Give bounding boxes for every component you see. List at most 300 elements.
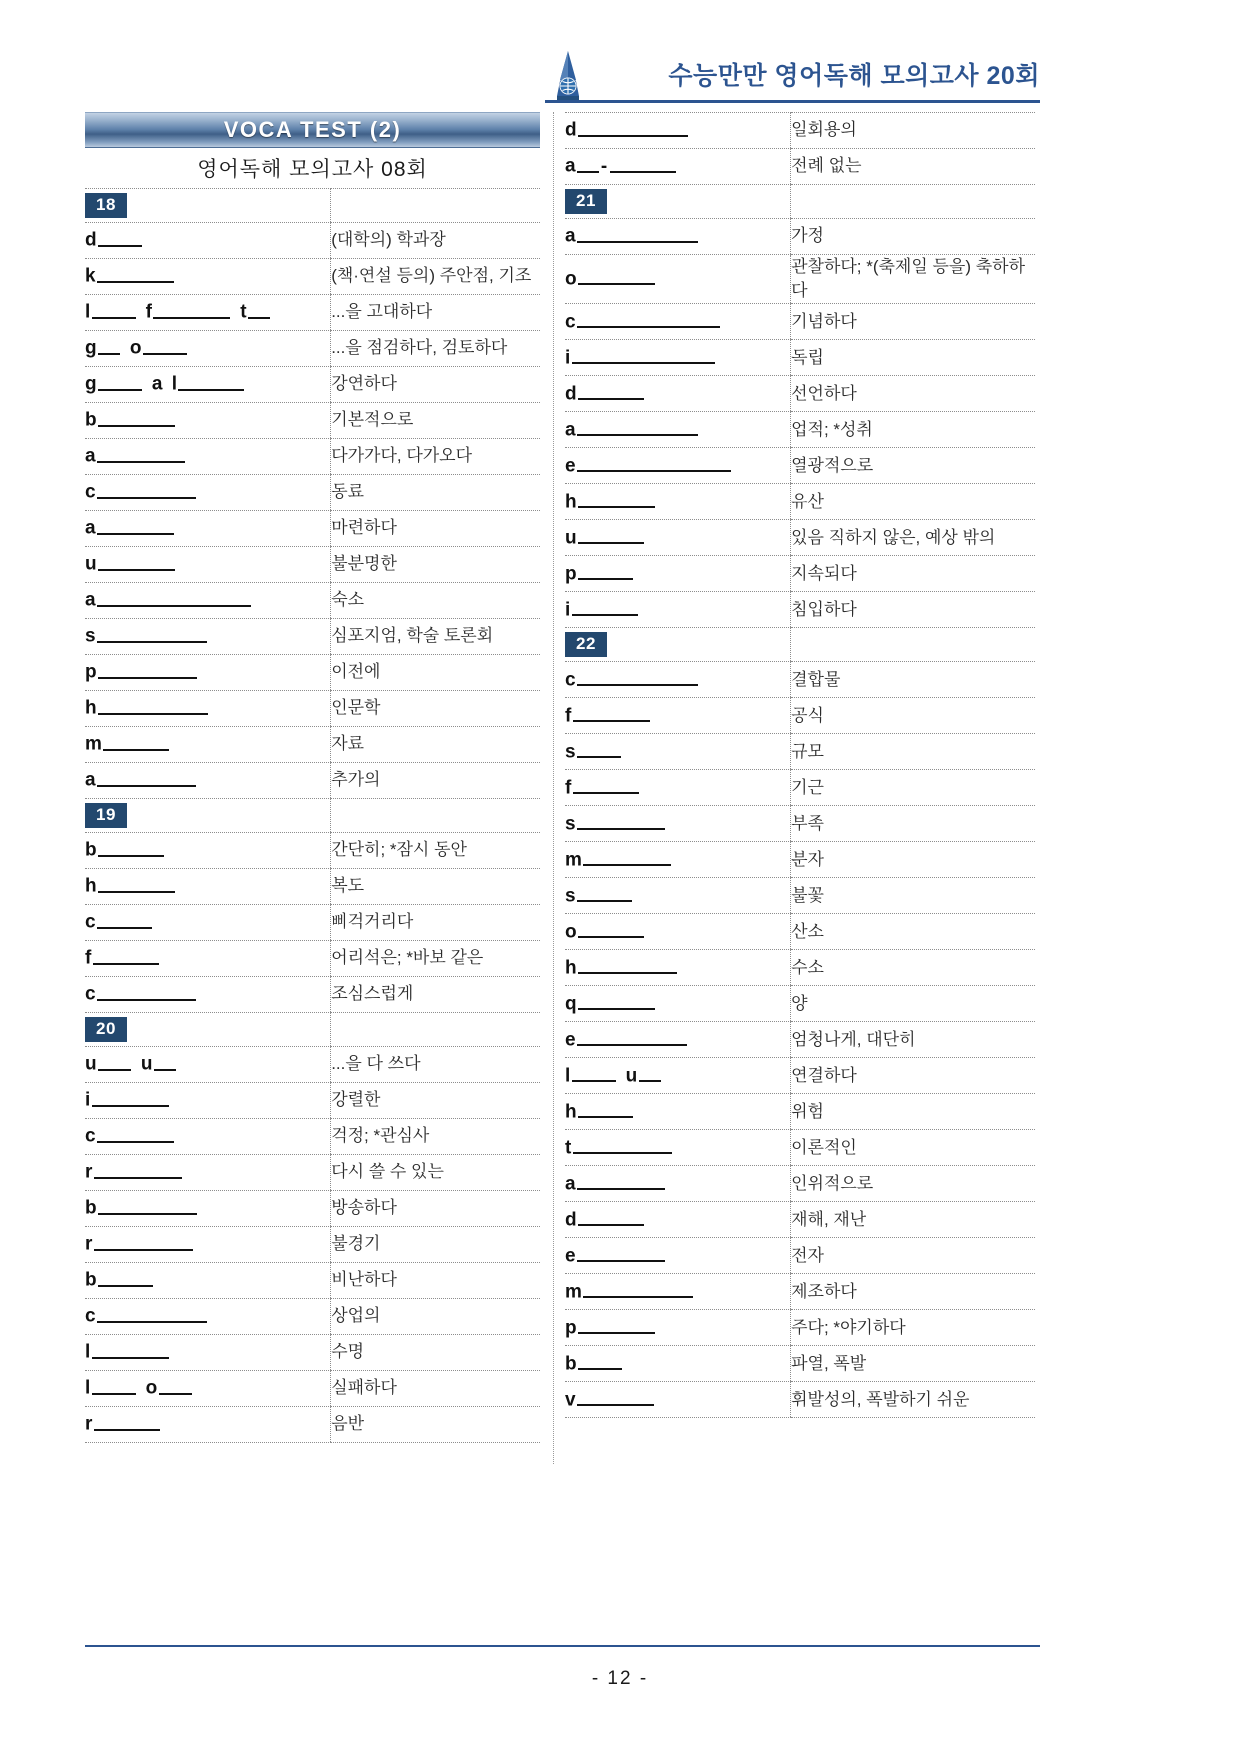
table-row	[565, 734, 1035, 770]
meaning-text: 주다; *야기하다	[791, 1317, 906, 1337]
meaning-text: 침입하다	[791, 599, 857, 619]
word-blank-cell[interactable]	[85, 1335, 331, 1371]
meaning-text: 불경기	[331, 1234, 381, 1254]
word-blank-cell[interactable]	[85, 511, 331, 547]
table-row	[565, 950, 1035, 986]
voca-table-right	[565, 112, 1035, 1418]
meaning-cell	[331, 1047, 540, 1083]
meaning-cell	[791, 842, 1035, 878]
word-hint: c	[85, 983, 197, 1005]
meaning-text: 인위적으로	[791, 1173, 874, 1193]
table-row	[85, 1083, 540, 1119]
word-blank-cell[interactable]	[565, 986, 791, 1022]
word-hint: e	[565, 1245, 666, 1267]
meaning-text: 파열, 폭발	[791, 1353, 867, 1373]
table-row	[565, 1022, 1035, 1058]
word-hint: g o	[85, 337, 188, 359]
meaning-cell	[331, 367, 540, 403]
table-row	[85, 1119, 540, 1155]
word-blank-cell[interactable]	[85, 547, 331, 583]
word-blank-cell[interactable]	[565, 1382, 791, 1418]
section-badge-cell	[85, 799, 331, 833]
word-hint: c	[565, 669, 699, 691]
word-blank-cell[interactable]	[565, 340, 791, 376]
table-row	[85, 331, 540, 367]
word-blank-cell[interactable]	[85, 1227, 331, 1263]
section-badge: 18	[85, 193, 127, 218]
table-row	[565, 592, 1035, 628]
meaning-text: 추가의	[331, 770, 381, 790]
meaning-text: 전자	[791, 1245, 824, 1265]
meaning-cell	[791, 986, 1035, 1022]
meaning-text: 연결하다	[791, 1065, 857, 1085]
word-blank-cell[interactable]	[565, 304, 791, 340]
meaning-text: 방송하다	[331, 1198, 397, 1218]
meaning-cell	[331, 331, 540, 367]
word-hint: s	[565, 741, 622, 763]
table-row	[85, 475, 540, 511]
voca-table-left	[85, 188, 540, 1443]
page-header	[545, 46, 1040, 104]
meaning-cell	[791, 1238, 1035, 1274]
word-blank-cell[interactable]	[565, 520, 791, 556]
meaning-text: 이론적인	[791, 1137, 857, 1157]
meaning-cell	[791, 878, 1035, 914]
section-meaning-cell	[331, 1013, 540, 1047]
meaning-text: 관찰하다; *(축제일 등을) 축하하다	[791, 257, 1025, 301]
table-row	[565, 1382, 1035, 1418]
meaning-cell	[791, 556, 1035, 592]
meaning-cell	[331, 1083, 540, 1119]
table-row	[85, 619, 540, 655]
table-row	[85, 367, 540, 403]
section-badge: 21	[565, 189, 607, 214]
header-divider	[545, 100, 1040, 103]
table-row	[565, 662, 1035, 698]
word-blank-cell[interactable]	[565, 1202, 791, 1238]
word-blank-cell[interactable]	[85, 331, 331, 367]
meaning-text: 실패하다	[331, 1378, 397, 1398]
meaning-text: 지속되다	[791, 563, 857, 583]
word-blank-cell[interactable]	[565, 1058, 791, 1094]
word-blank-cell[interactable]	[85, 1191, 331, 1227]
meaning-cell	[331, 833, 540, 869]
word-hint: c	[85, 911, 153, 933]
word-blank-cell[interactable]	[565, 376, 791, 412]
table-row	[85, 1047, 540, 1083]
meaning-text: 산소	[791, 921, 824, 941]
meaning-text: 강연하다	[331, 374, 397, 394]
word-blank-cell[interactable]	[85, 439, 331, 475]
right-column	[565, 112, 1035, 1418]
word-hint: b	[85, 839, 165, 861]
table-row	[565, 340, 1035, 376]
table-row	[565, 412, 1035, 448]
meaning-text: 상업의	[331, 1306, 381, 1326]
footer-divider	[85, 1645, 1040, 1647]
table-row	[85, 833, 540, 869]
meaning-cell	[331, 977, 540, 1013]
table-row	[565, 1274, 1035, 1310]
word-hint: f	[565, 777, 640, 799]
table-row	[565, 255, 1035, 304]
word-blank-cell[interactable]	[565, 770, 791, 806]
word-hint: s	[565, 885, 633, 907]
word-blank-cell[interactable]	[85, 691, 331, 727]
word-hint: s	[565, 813, 666, 835]
meaning-text: 비난하다	[331, 1270, 397, 1290]
word-blank-cell[interactable]	[565, 255, 791, 304]
meaning-cell	[331, 403, 540, 439]
meaning-text: 선언하다	[791, 383, 857, 403]
word-hint: h	[85, 697, 209, 719]
word-hint: m	[565, 1281, 694, 1303]
meaning-text: 규모	[791, 741, 824, 761]
meaning-cell	[331, 691, 540, 727]
word-hint: v	[565, 1389, 655, 1411]
meaning-cell	[791, 340, 1035, 376]
table-row	[565, 806, 1035, 842]
table-row	[85, 691, 540, 727]
meaning-cell	[331, 1227, 540, 1263]
word-hint: a	[565, 225, 699, 247]
table-row	[565, 1130, 1035, 1166]
column-divider	[553, 112, 554, 1464]
meaning-text: 엄청나게, 대단히	[791, 1029, 916, 1049]
meaning-cell	[791, 304, 1035, 340]
meaning-cell	[791, 1310, 1035, 1346]
meaning-cell	[791, 770, 1035, 806]
word-hint: d	[565, 1209, 645, 1231]
word-blank-cell[interactable]	[565, 914, 791, 950]
word-blank-cell[interactable]	[565, 734, 791, 770]
word-blank-cell[interactable]	[85, 1407, 331, 1443]
table-row	[565, 1238, 1035, 1274]
section-badge-cell	[85, 1013, 331, 1047]
word-blank-cell[interactable]	[565, 113, 791, 149]
meaning-text: 분자	[791, 849, 824, 869]
meaning-text: 양	[791, 993, 808, 1013]
meaning-text: 유산	[791, 491, 824, 511]
table-row	[565, 878, 1035, 914]
word-hint: i	[85, 1089, 170, 1111]
left-column	[85, 112, 540, 1443]
table-row	[565, 556, 1035, 592]
table-row	[565, 1094, 1035, 1130]
meaning-cell	[791, 1058, 1035, 1094]
word-hint: d	[85, 229, 143, 251]
meaning-cell	[331, 547, 540, 583]
meaning-cell	[791, 734, 1035, 770]
banner-title: VOCA TEST (2)	[223, 117, 402, 142]
word-blank-cell[interactable]	[565, 1346, 791, 1382]
word-hint: c	[85, 1305, 208, 1327]
word-hint: c	[565, 311, 721, 333]
meaning-text: (대학의) 학과장	[331, 230, 446, 250]
meaning-cell	[331, 1299, 540, 1335]
table-row	[85, 547, 540, 583]
word-blank-cell[interactable]	[565, 806, 791, 842]
word-hint: h	[565, 957, 678, 979]
word-blank-cell[interactable]	[85, 367, 331, 403]
meaning-cell	[791, 1022, 1035, 1058]
meaning-text: 동료	[331, 482, 365, 502]
meaning-cell	[791, 255, 1035, 304]
meaning-cell	[791, 662, 1035, 698]
meaning-cell	[791, 1094, 1035, 1130]
table-row	[85, 905, 540, 941]
table-row	[565, 1058, 1035, 1094]
table-row	[565, 842, 1035, 878]
word-blank-cell[interactable]	[85, 941, 331, 977]
table-row	[85, 439, 540, 475]
voca-test-banner	[85, 112, 540, 148]
section-meaning-cell	[331, 799, 540, 833]
meaning-text: 자료	[331, 734, 365, 754]
meaning-cell	[791, 1202, 1035, 1238]
table-row	[565, 698, 1035, 734]
section-badge-cell	[565, 628, 791, 662]
word-hint: p	[565, 1317, 656, 1339]
word-hint: t	[565, 1137, 673, 1159]
meaning-cell	[331, 295, 540, 331]
word-blank-cell[interactable]	[85, 223, 331, 259]
meaning-cell	[791, 448, 1035, 484]
meaning-cell	[331, 905, 540, 941]
word-blank-cell[interactable]	[85, 1155, 331, 1191]
word-hint: r	[85, 1161, 183, 1183]
word-blank-cell[interactable]	[565, 878, 791, 914]
word-blank-cell[interactable]	[85, 763, 331, 799]
word-hint: p	[85, 661, 198, 683]
word-hint: m	[565, 849, 672, 871]
table-row	[85, 511, 540, 547]
meaning-cell	[331, 1191, 540, 1227]
meaning-text: ...을 다 쓰다	[331, 1054, 421, 1074]
meaning-cell	[331, 1335, 540, 1371]
meaning-cell	[331, 439, 540, 475]
meaning-cell	[331, 475, 540, 511]
table-row	[565, 520, 1035, 556]
word-blank-cell[interactable]	[85, 295, 331, 331]
meaning-text: 일회용의	[791, 120, 857, 140]
meaning-text: 어리석은; *바보 같은	[331, 948, 484, 968]
word-hint: p	[565, 563, 634, 585]
word-hint: c	[85, 481, 197, 503]
word-blank-cell[interactable]	[85, 1119, 331, 1155]
section-badge: 19	[85, 803, 127, 828]
table-row	[85, 763, 540, 799]
table-row	[565, 1310, 1035, 1346]
meaning-text: 기근	[791, 777, 824, 797]
word-blank-cell[interactable]	[85, 583, 331, 619]
meaning-text: (책·연설 등의) 주안점, 기조	[331, 266, 532, 286]
word-blank-cell[interactable]	[565, 1238, 791, 1274]
word-hint: a	[85, 769, 197, 791]
pen-nib-globe-icon	[545, 50, 591, 104]
meaning-cell	[791, 1274, 1035, 1310]
meaning-text: 열광적으로	[791, 455, 874, 475]
meaning-text: 수명	[331, 1342, 365, 1362]
word-blank-cell[interactable]	[565, 484, 791, 520]
word-blank-cell[interactable]	[565, 1130, 791, 1166]
table-row	[565, 986, 1035, 1022]
meaning-cell	[331, 1371, 540, 1407]
meaning-text: 이전에	[331, 662, 381, 682]
word-hint: a	[565, 419, 699, 441]
meaning-text: 제조하다	[791, 1281, 857, 1301]
word-blank-cell[interactable]	[85, 403, 331, 439]
word-blank-cell[interactable]	[565, 950, 791, 986]
word-blank-cell[interactable]	[85, 475, 331, 511]
word-blank-cell[interactable]	[565, 1022, 791, 1058]
word-hint: h	[565, 491, 656, 513]
meaning-text: 독립	[791, 347, 824, 367]
meaning-text: 간단히; *잠시 동안	[331, 840, 467, 860]
meaning-cell	[791, 698, 1035, 734]
meaning-cell	[331, 619, 540, 655]
meaning-text: 업적; *성취	[791, 419, 873, 439]
word-hint: b	[85, 409, 176, 431]
meaning-text: 공식	[791, 705, 824, 725]
section-header-row	[565, 185, 1035, 219]
meaning-text: 있음 직하지 않은, 예상 밖의	[791, 527, 996, 547]
word-blank-cell[interactable]	[565, 1310, 791, 1346]
meaning-text: 위험	[791, 1101, 824, 1121]
word-blank-cell[interactable]	[565, 1094, 791, 1130]
word-hint: a	[85, 445, 186, 467]
word-hint: h	[565, 1101, 634, 1123]
word-hint: l	[85, 1341, 170, 1363]
word-blank-cell[interactable]	[565, 412, 791, 448]
word-blank-cell[interactable]	[565, 698, 791, 734]
word-hint: u	[565, 527, 645, 549]
word-blank-cell[interactable]	[85, 655, 331, 691]
table-row	[565, 914, 1035, 950]
table-row	[85, 1155, 540, 1191]
table-row	[85, 259, 540, 295]
table-row	[565, 770, 1035, 806]
word-blank-cell[interactable]	[565, 592, 791, 628]
word-hint: a	[565, 1173, 666, 1195]
table-row	[565, 304, 1035, 340]
word-hint: e	[565, 455, 732, 477]
word-hint: r	[85, 1413, 161, 1435]
section-header-row	[85, 799, 540, 833]
word-hint: d	[565, 383, 645, 405]
table-row	[85, 1263, 540, 1299]
meaning-text: 숙소	[331, 590, 365, 610]
word-blank-cell[interactable]	[565, 448, 791, 484]
word-blank-cell[interactable]	[85, 727, 331, 763]
meaning-text: 삐걱거리다	[331, 912, 414, 932]
section-meaning-cell	[791, 185, 1035, 219]
meaning-text: 불꽃	[791, 885, 824, 905]
meaning-text: 복도	[331, 876, 365, 896]
word-blank-cell[interactable]	[565, 149, 791, 185]
word-blank-cell[interactable]	[85, 905, 331, 941]
meaning-text: 인문학	[331, 698, 381, 718]
meaning-cell	[331, 511, 540, 547]
word-blank-cell[interactable]	[565, 1274, 791, 1310]
meaning-cell	[331, 1119, 540, 1155]
meaning-text: 부족	[791, 813, 824, 833]
meaning-cell	[331, 763, 540, 799]
word-hint: a	[85, 589, 252, 611]
word-blank-cell[interactable]	[565, 662, 791, 698]
meaning-cell	[791, 1346, 1035, 1382]
word-blank-cell[interactable]	[85, 869, 331, 905]
word-hint: g a l	[85, 373, 245, 395]
meaning-text: 전례 없는	[791, 156, 862, 176]
meaning-cell	[331, 259, 540, 295]
header-title: 수능만만 영어독해 모의고사 20회	[668, 62, 1040, 90]
word-blank-cell[interactable]	[85, 1371, 331, 1407]
word-hint: u	[85, 553, 176, 575]
meaning-cell	[791, 520, 1035, 556]
meaning-text: 가정	[791, 226, 824, 246]
word-hint: a -	[565, 155, 677, 177]
meaning-text: 조심스럽게	[331, 984, 414, 1004]
table-row	[565, 219, 1035, 255]
word-blank-cell[interactable]	[85, 1263, 331, 1299]
word-blank-cell[interactable]	[85, 1083, 331, 1119]
banner-subtitle: 영어독해 모의고사 08회	[197, 158, 428, 181]
meaning-text: ...을 고대하다	[331, 302, 433, 322]
word-blank-cell[interactable]	[85, 1047, 331, 1083]
word-hint: r	[85, 1233, 194, 1255]
word-blank-cell[interactable]	[85, 619, 331, 655]
table-row	[565, 149, 1035, 185]
table-row	[565, 1166, 1035, 1202]
meaning-cell	[791, 806, 1035, 842]
meaning-text: 재해, 재난	[791, 1209, 867, 1229]
meaning-text: 기본적으로	[331, 410, 414, 430]
table-row	[565, 484, 1035, 520]
meaning-cell	[791, 914, 1035, 950]
meaning-text: 마련하다	[331, 518, 397, 538]
section-badge-cell	[85, 189, 331, 223]
meaning-cell	[791, 592, 1035, 628]
word-blank-cell[interactable]	[565, 219, 791, 255]
meaning-text: 음반	[331, 1414, 365, 1434]
word-hint: a	[85, 517, 175, 539]
word-hint: o	[565, 921, 645, 943]
word-hint: q	[565, 993, 656, 1015]
section-meaning-cell	[331, 189, 540, 223]
word-blank-cell[interactable]	[85, 977, 331, 1013]
word-blank-cell[interactable]	[85, 833, 331, 869]
word-blank-cell[interactable]	[565, 1166, 791, 1202]
word-blank-cell[interactable]	[85, 1299, 331, 1335]
word-blank-cell[interactable]	[565, 556, 791, 592]
word-blank-cell[interactable]	[85, 259, 331, 295]
table-row	[85, 941, 540, 977]
word-hint: l f t	[85, 301, 271, 323]
word-hint: f	[565, 705, 651, 727]
section-meaning-cell	[791, 628, 1035, 662]
word-blank-cell[interactable]	[565, 842, 791, 878]
meaning-cell	[331, 1155, 540, 1191]
section-header-row	[85, 1013, 540, 1047]
table-row	[85, 977, 540, 1013]
word-hint: o	[565, 268, 656, 290]
table-row	[85, 583, 540, 619]
meaning-text: 결합물	[791, 669, 841, 689]
table-row	[85, 655, 540, 691]
section-badge-cell	[565, 185, 791, 219]
meaning-text: 다가가다, 다가오다	[331, 446, 473, 466]
